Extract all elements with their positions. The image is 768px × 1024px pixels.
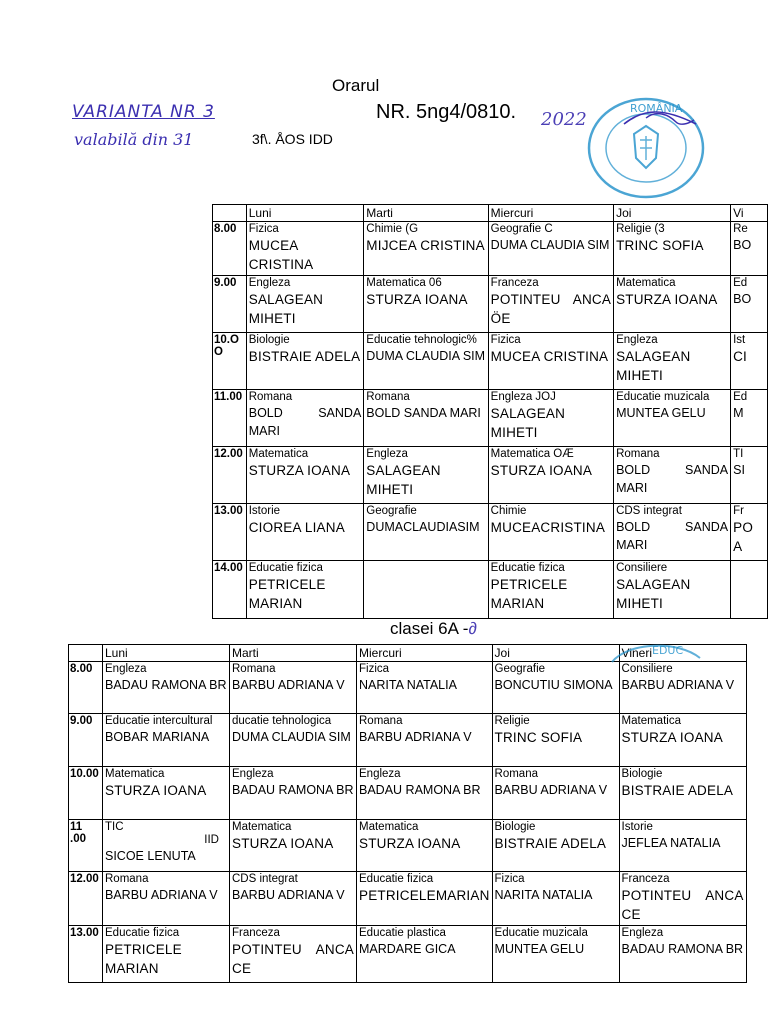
subject: ducatie tehnologica xyxy=(232,715,332,727)
subject: Religie xyxy=(494,715,530,727)
subject: TI xyxy=(733,448,744,460)
subject: Geografie xyxy=(366,505,417,517)
header-row xyxy=(213,205,768,222)
lesson-cell xyxy=(614,447,731,504)
table-row xyxy=(213,222,768,276)
teacher: BARBU ADRIANA V xyxy=(359,730,472,744)
teacher: BARBU ADRIANA V xyxy=(232,888,345,902)
lesson-cell xyxy=(357,872,493,926)
subject: Matematica xyxy=(359,821,419,833)
lesson-cell xyxy=(488,276,613,333)
subject: Educatie fizica xyxy=(359,873,434,885)
lesson-cell xyxy=(614,504,731,561)
subject: Educatie intercultural xyxy=(105,715,213,727)
subject: Educatie plastica xyxy=(359,927,446,939)
teacher: NARITA NATALIA xyxy=(359,678,457,692)
subject: Educatie fizica xyxy=(490,562,565,574)
lesson-cell xyxy=(230,926,357,983)
day-header: Luni xyxy=(246,205,364,222)
teacher: STURZA IOANA xyxy=(248,463,351,478)
lesson-cell xyxy=(488,561,613,619)
time-cell: 9.00 xyxy=(69,714,103,767)
teacher: STURZA IOANA xyxy=(105,783,207,798)
subject: Fizica xyxy=(494,873,525,885)
lesson-cell xyxy=(364,561,488,619)
subject: Geografie C xyxy=(490,223,553,235)
lesson-cell xyxy=(492,820,619,872)
teacher: BADAU RAMONA BR xyxy=(232,783,354,797)
subject: Engleza xyxy=(616,334,658,346)
corner-cell xyxy=(69,645,103,662)
subject: Engleza xyxy=(366,448,408,460)
teacher: TRINC SOFIA xyxy=(616,238,704,253)
subject: Matematica xyxy=(105,768,165,780)
lesson-cell xyxy=(492,872,619,926)
teacher: POTINTEU ANCA ÖE xyxy=(490,292,612,326)
time-cell: 12.00 xyxy=(213,447,247,504)
subject: Biologie xyxy=(248,334,290,346)
cell-note: IID xyxy=(204,834,219,846)
lesson-cell xyxy=(619,820,746,872)
subject: Biologie xyxy=(621,768,663,780)
subject: Romana xyxy=(366,391,410,403)
schedule-table-6a xyxy=(68,644,747,983)
teacher: BOBAR MARIANA xyxy=(105,730,210,744)
lesson-cell xyxy=(364,504,488,561)
lesson-cell xyxy=(492,662,619,714)
teacher: M xyxy=(733,406,744,420)
table-row xyxy=(213,447,768,504)
lesson-cell xyxy=(103,767,230,820)
subject: Istorie xyxy=(621,821,653,833)
lesson-cell xyxy=(619,872,746,926)
lesson-cell xyxy=(731,504,768,561)
subject: Romana xyxy=(616,448,660,460)
table-row xyxy=(69,820,747,872)
table-row xyxy=(69,926,747,983)
lesson-cell xyxy=(488,447,613,504)
lesson-cell xyxy=(357,926,493,983)
teacher: STURZA IOANA xyxy=(490,463,593,478)
teacher: BISTRAIE ADELA xyxy=(621,783,734,798)
lesson-cell xyxy=(230,820,357,872)
teacher: STURZA IOANA xyxy=(366,292,468,307)
lesson-cell xyxy=(731,222,768,276)
school-stamp xyxy=(584,96,708,200)
lesson-cell xyxy=(246,447,364,504)
lesson-cell xyxy=(364,222,488,276)
teacher: STURZA IOANA xyxy=(359,836,461,851)
subject: Engleza JOJ xyxy=(490,391,556,403)
subject: Engleza xyxy=(248,277,291,289)
schedule-table-top xyxy=(212,204,768,619)
handwritten-validity: valabilă din 31 xyxy=(74,130,194,149)
subject: Matematica xyxy=(232,821,292,833)
day-header: Marti xyxy=(364,205,488,222)
handwritten-year: 2022 xyxy=(541,109,587,130)
class-label: clasei 6A -∂ xyxy=(390,619,477,638)
lesson-cell xyxy=(230,662,357,714)
lesson-cell xyxy=(357,767,493,820)
teacher: NARITA NATALIA xyxy=(494,888,593,902)
day-header: Miercuri xyxy=(357,645,493,662)
lesson-cell xyxy=(731,276,768,333)
lesson-cell xyxy=(614,276,731,333)
lesson-cell xyxy=(731,561,768,619)
lesson-cell xyxy=(614,222,731,276)
lesson-cell xyxy=(230,714,357,767)
teacher: SALAGEAN MIHETI xyxy=(616,577,691,611)
table-row xyxy=(213,333,768,390)
teacher: BISTRAIE ADELA xyxy=(248,349,361,364)
page-title: Orarul xyxy=(332,76,380,95)
subject: CDS integrat xyxy=(616,505,682,517)
time-cell: 8.00 xyxy=(213,222,247,276)
lesson-cell xyxy=(103,714,230,767)
subject: Engleza xyxy=(105,663,147,675)
subject: Franceza xyxy=(232,927,280,939)
table-row xyxy=(69,767,747,820)
subject: Matematica xyxy=(616,277,676,289)
lesson-cell xyxy=(364,333,488,390)
table-row xyxy=(69,714,747,767)
teacher: DUMACLAUDIASIM xyxy=(366,520,480,534)
subject: TIC xyxy=(105,821,124,833)
time-cell: 13.00 xyxy=(69,926,103,983)
lesson-cell xyxy=(614,333,731,390)
day-header: Joi xyxy=(614,205,731,222)
time-cell: 13.00 xyxy=(213,504,247,561)
lesson-cell xyxy=(731,447,768,504)
lesson-cell xyxy=(246,390,364,447)
subject: Ed xyxy=(733,391,748,403)
lesson-cell xyxy=(246,561,364,619)
subject: Franceza xyxy=(621,873,670,885)
subject: Romana xyxy=(248,391,293,403)
document-code: 3f\. ÅOS IDD xyxy=(252,131,333,147)
subject: Biologie xyxy=(494,821,536,833)
lesson-cell xyxy=(230,872,357,926)
subject: Matematica OÆ xyxy=(490,448,574,460)
subject: Geografie xyxy=(494,663,546,675)
subject: Chimie (G xyxy=(366,223,419,235)
lesson-cell xyxy=(614,561,731,619)
subject: Romana xyxy=(105,873,149,885)
table-row xyxy=(69,662,747,714)
teacher: DUMA CLAUDIA SIM xyxy=(232,730,351,744)
teacher: BO xyxy=(733,238,752,252)
lesson-cell xyxy=(246,222,364,276)
subject: Fizica xyxy=(359,663,390,675)
teacher: JEFLEA NATALIA xyxy=(621,836,721,850)
corner-cell xyxy=(213,205,247,222)
teacher: BARBU ADRIANA V xyxy=(494,783,608,797)
subject: Fizica xyxy=(490,334,521,346)
subject: Matematica 06 xyxy=(366,277,442,289)
teacher: BOLD SANDA MARI xyxy=(616,463,729,495)
table-row xyxy=(213,276,768,333)
teacher: SICOE LENUTA xyxy=(105,849,196,863)
teacher: BOLD SANDA MARI xyxy=(366,406,481,420)
lesson-cell xyxy=(246,504,364,561)
lesson-cell xyxy=(488,333,613,390)
teacher: SALAGEAN MIHETI xyxy=(366,463,441,497)
teacher: MIJCEA CRISTINA xyxy=(366,238,485,253)
lesson-cell xyxy=(364,390,488,447)
time-cell: 9.00 xyxy=(213,276,247,333)
time-cell: 11.00 xyxy=(213,390,247,447)
table-row xyxy=(213,561,768,619)
teacher: BARBU ADRIANA V xyxy=(232,678,345,692)
subject: Educatie muzicala xyxy=(494,927,588,939)
day-header: Joi xyxy=(492,645,619,662)
lesson-cell xyxy=(619,767,746,820)
subject: Chimie xyxy=(490,505,527,517)
teacher: POTINTEU ANCA CE xyxy=(621,888,744,922)
lesson-cell xyxy=(103,820,230,872)
day-header: Vineri xyxy=(619,645,746,662)
day-header: Luni xyxy=(103,645,230,662)
lesson-cell xyxy=(103,662,230,714)
subject: Educatie tehnologic% xyxy=(366,334,477,346)
teacher: BARBU ADRIANA V xyxy=(621,678,735,692)
lesson-cell xyxy=(357,714,493,767)
teacher: PO A xyxy=(733,520,754,554)
lesson-cell xyxy=(364,447,488,504)
lesson-cell xyxy=(230,767,357,820)
teacher: BISTRAIE ADELA xyxy=(494,836,607,851)
time-cell: 8.00 xyxy=(69,662,103,714)
subject: CDS integrat xyxy=(232,873,298,885)
lesson-cell xyxy=(619,714,746,767)
teacher: MUNTEA GELU xyxy=(494,942,585,956)
stamp-fragment-text: EDUC xyxy=(652,644,684,657)
teacher: STURZA IOANA xyxy=(621,730,723,745)
teacher: CIOREA LIANA xyxy=(248,520,345,535)
subject: Engleza xyxy=(621,927,664,939)
teacher: MUNTEA GELU xyxy=(616,406,706,420)
lesson-cell xyxy=(488,222,613,276)
lesson-cell xyxy=(103,872,230,926)
teacher: PETRICELE MARIAN xyxy=(105,942,182,976)
lesson-cell xyxy=(492,714,619,767)
lesson-cell xyxy=(246,333,364,390)
table-row xyxy=(213,390,768,447)
teacher: BO xyxy=(733,292,752,306)
subject: Educatie muzicala xyxy=(616,391,710,403)
subject: Ed xyxy=(733,277,748,289)
time-cell: 11 .00 xyxy=(69,820,103,872)
teacher: BADAU RAMONA BR xyxy=(359,783,481,797)
lesson-cell xyxy=(619,662,746,714)
subject: Educatie fizica xyxy=(248,562,323,574)
lesson-cell xyxy=(357,820,493,872)
teacher: BOLD SANDA MARI xyxy=(616,520,729,552)
subject: Romana xyxy=(232,663,276,675)
day-header: Vi xyxy=(731,205,768,222)
teacher: SALAGEAN MIHETI xyxy=(248,292,324,326)
subject: Fr xyxy=(733,505,744,517)
teacher: BADAU RAMONA BR xyxy=(105,678,227,692)
lesson-cell xyxy=(364,276,488,333)
lesson-cell xyxy=(614,390,731,447)
lesson-cell xyxy=(246,276,364,333)
subject: Romana xyxy=(494,768,538,780)
day-header: Miercuri xyxy=(488,205,613,222)
subject: Educatie fizica xyxy=(105,927,180,939)
subject: Engleza xyxy=(359,768,401,780)
teacher: MUCEA CRISTINA xyxy=(248,238,314,272)
teacher: MUCEA CRISTINA xyxy=(490,349,609,364)
lesson-cell xyxy=(492,926,619,983)
subject: Istorie xyxy=(248,505,281,517)
subject: Ist xyxy=(733,334,746,346)
teacher: BOLD SANDA MARI xyxy=(248,406,362,438)
teacher: MUCEACRISTINA xyxy=(490,520,606,535)
document-number: NR. 5ng4/0810. xyxy=(376,101,517,123)
teacher: SALAGEAN MIHETI xyxy=(616,349,691,383)
subject: Religie (3 xyxy=(616,223,665,235)
stamp-text: ROMÂNIA xyxy=(630,102,683,115)
day-header: Marti xyxy=(230,645,357,662)
time-cell: 14.00 xyxy=(213,561,247,619)
teacher: STURZA IOANA xyxy=(616,292,718,307)
lesson-cell xyxy=(619,926,746,983)
time-cell: 10.00 xyxy=(69,767,103,820)
teacher: POTINTEU ANCA CE xyxy=(232,942,354,976)
subject: Consiliere xyxy=(621,663,673,675)
table-row xyxy=(213,504,768,561)
teacher: DUMA CLAUDIA SIM xyxy=(490,238,610,252)
table-row xyxy=(69,872,747,926)
teacher: PETRICELE MARIAN xyxy=(490,577,568,611)
handwritten-variant: VARIANTA NR 3 xyxy=(72,102,215,122)
lesson-cell xyxy=(731,333,768,390)
teacher: STURZA IOANA xyxy=(232,836,334,851)
teacher: TRINC SOFIA xyxy=(494,730,583,745)
subject: Consiliere xyxy=(616,562,668,574)
subject: Engleza xyxy=(232,768,274,780)
teacher: DUMA CLAUDIA SIM xyxy=(366,349,486,363)
lesson-cell xyxy=(357,662,493,714)
teacher: SALAGEAN MIHETI xyxy=(490,406,566,440)
subject: Franceza xyxy=(490,277,539,289)
teacher: PETRICELE MARIAN xyxy=(248,577,326,611)
subject: Matematica xyxy=(621,715,681,727)
lesson-cell xyxy=(103,926,230,983)
lesson-cell xyxy=(488,390,613,447)
teacher: BONCUTIU SIMONA xyxy=(494,678,613,692)
subject: Romana xyxy=(359,715,403,727)
subject: Fizica xyxy=(248,223,279,235)
teacher: PETRICELEMARIAN xyxy=(359,888,490,903)
teacher: MARDARE GICA xyxy=(359,942,456,956)
time-cell: 12.00 xyxy=(69,872,103,926)
teacher: CI xyxy=(733,349,748,364)
time-cell: 10.O O xyxy=(213,333,247,390)
teacher: BADAU RAMONA BR xyxy=(621,942,744,956)
subject: Matematica xyxy=(248,448,309,460)
teacher: BARBU ADRIANA V xyxy=(105,888,218,902)
lesson-cell xyxy=(488,504,613,561)
stamp-fragment xyxy=(608,636,704,664)
teacher: SI xyxy=(733,463,745,477)
lesson-cell xyxy=(492,767,619,820)
subject: Re xyxy=(733,223,748,235)
lesson-cell xyxy=(731,390,768,447)
